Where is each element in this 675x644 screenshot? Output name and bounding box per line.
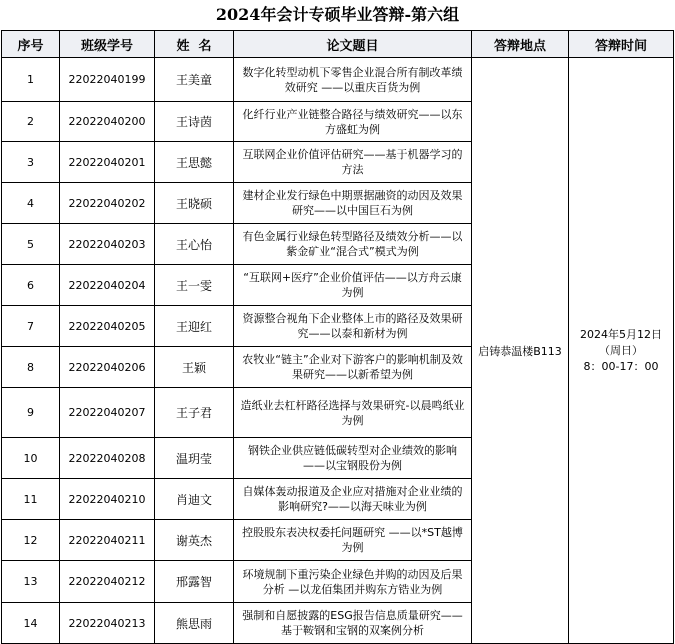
page-title: 2024年会计专硕毕业答辩-第六组	[215, 5, 460, 24]
row-topic: 强制和自愿披露的ESG报告信息质量研究——基于鞍钢和宝钢的双案例分析	[234, 603, 472, 644]
row-name: 王颖	[155, 347, 234, 388]
header-topic: 论文题目	[234, 31, 472, 58]
row-seq: 14	[2, 603, 60, 644]
row-topic: 有色金属行业绿色转型路径及绩效分析——以紫金矿业“混合式”模式为例	[234, 224, 472, 265]
row-student-id: 22022040201	[60, 142, 155, 183]
row-topic: 数字化转型动机下零售企业混合所有制改革绩效研究 ——以重庆百货为例	[234, 58, 472, 102]
defense-schedule-table	[1, 30, 674, 644]
row-student-id: 22022040199	[60, 58, 155, 102]
row-seq: 5	[2, 224, 60, 265]
row-name: 温玥莹	[155, 438, 234, 479]
row-name: 王思懿	[155, 142, 234, 183]
row-student-id: 22022040206	[60, 347, 155, 388]
row-name: 谢英杰	[155, 520, 234, 561]
row-name: 王晓硕	[155, 183, 234, 224]
row-student-id: 22022040211	[60, 520, 155, 561]
row-name: 邢露智	[155, 561, 234, 603]
row-topic: 钢铁企业供应链低碳转型对企业绩效的影响——以宝钢股份为例	[234, 438, 472, 479]
row-seq: 11	[2, 479, 60, 520]
row-seq: 12	[2, 520, 60, 561]
row-seq: 4	[2, 183, 60, 224]
row-student-id: 22022040200	[60, 102, 155, 142]
row-seq: 6	[2, 265, 60, 306]
header-student-id: 班级学号	[60, 31, 155, 58]
row-seq: 7	[2, 306, 60, 347]
row-seq: 9	[2, 388, 60, 438]
row-seq: 13	[2, 561, 60, 603]
row-topic: 农牧业“链主”企业对下游客户的影响机制及效果研究——以新希望为例	[234, 347, 472, 388]
row-name: 王迎红	[155, 306, 234, 347]
row-name: 肖迪文	[155, 479, 234, 520]
header-location: 答辩地点	[472, 31, 569, 58]
row-student-id: 22022040205	[60, 306, 155, 347]
header-seq: 序号	[2, 31, 60, 58]
row-student-id: 22022040203	[60, 224, 155, 265]
row-topic: “互联网+医疗”企业价值评估——以方舟云康为例	[234, 265, 472, 306]
row-topic: 控股股东表决权委托问题研究 ——以*ST越博为例	[234, 520, 472, 561]
row-seq: 10	[2, 438, 60, 479]
row-seq: 1	[2, 58, 60, 102]
row-name: 王子君	[155, 388, 234, 438]
row-seq: 3	[2, 142, 60, 183]
row-name: 王一雯	[155, 265, 234, 306]
header-name: 姓 名	[155, 31, 234, 58]
row-topic: 资源整合视角下企业整体上市的路径及效果研究——以泰和新材为例	[234, 306, 472, 347]
row-student-id: 22022040207	[60, 388, 155, 438]
row-seq: 2	[2, 102, 60, 142]
row-name: 王美童	[155, 58, 234, 102]
row-topic: 建材企业发行绿色中期票据融资的动因及效果研究——以中国巨石为例	[234, 183, 472, 224]
time-cell	[569, 58, 674, 644]
time-weekday: （周日）	[599, 343, 643, 357]
row-topic: 造纸业去杠杆路径选择与效果研究-以晨鸣纸业为例	[234, 388, 472, 438]
row-student-id: 22022040210	[60, 479, 155, 520]
row-student-id: 22022040208	[60, 438, 155, 479]
row-name: 王诗茵	[155, 102, 234, 142]
row-topic: 化纤行业产业链整合路径与绩效研究——以东方盛虹为例	[234, 102, 472, 142]
row-student-id: 22022040204	[60, 265, 155, 306]
row-student-id: 22022040213	[60, 603, 155, 644]
header-time: 答辩时间	[569, 31, 674, 58]
row-name: 王心怡	[155, 224, 234, 265]
table-row	[2, 58, 674, 102]
row-topic: 环境规制下重污染企业绿色并购的动因及后果分析 —以龙佰集团并购东方锆业为例	[234, 561, 472, 603]
header-row	[2, 31, 674, 58]
location-cell: 启铸恭温楼B113	[472, 58, 569, 644]
row-student-id: 22022040212	[60, 561, 155, 603]
row-student-id: 22022040202	[60, 183, 155, 224]
row-name: 熊思雨	[155, 603, 234, 644]
time-hours: 8：00-17：00	[583, 359, 659, 373]
row-topic: 互联网企业价值评估研究——基于机器学习的方法	[234, 142, 472, 183]
row-seq: 8	[2, 347, 60, 388]
row-topic: 自媒体轰动报道及企业应对措施对企业业绩的影响研究?——以海天味业为例	[234, 479, 472, 520]
time-date: 2024年5月12日	[580, 327, 662, 341]
